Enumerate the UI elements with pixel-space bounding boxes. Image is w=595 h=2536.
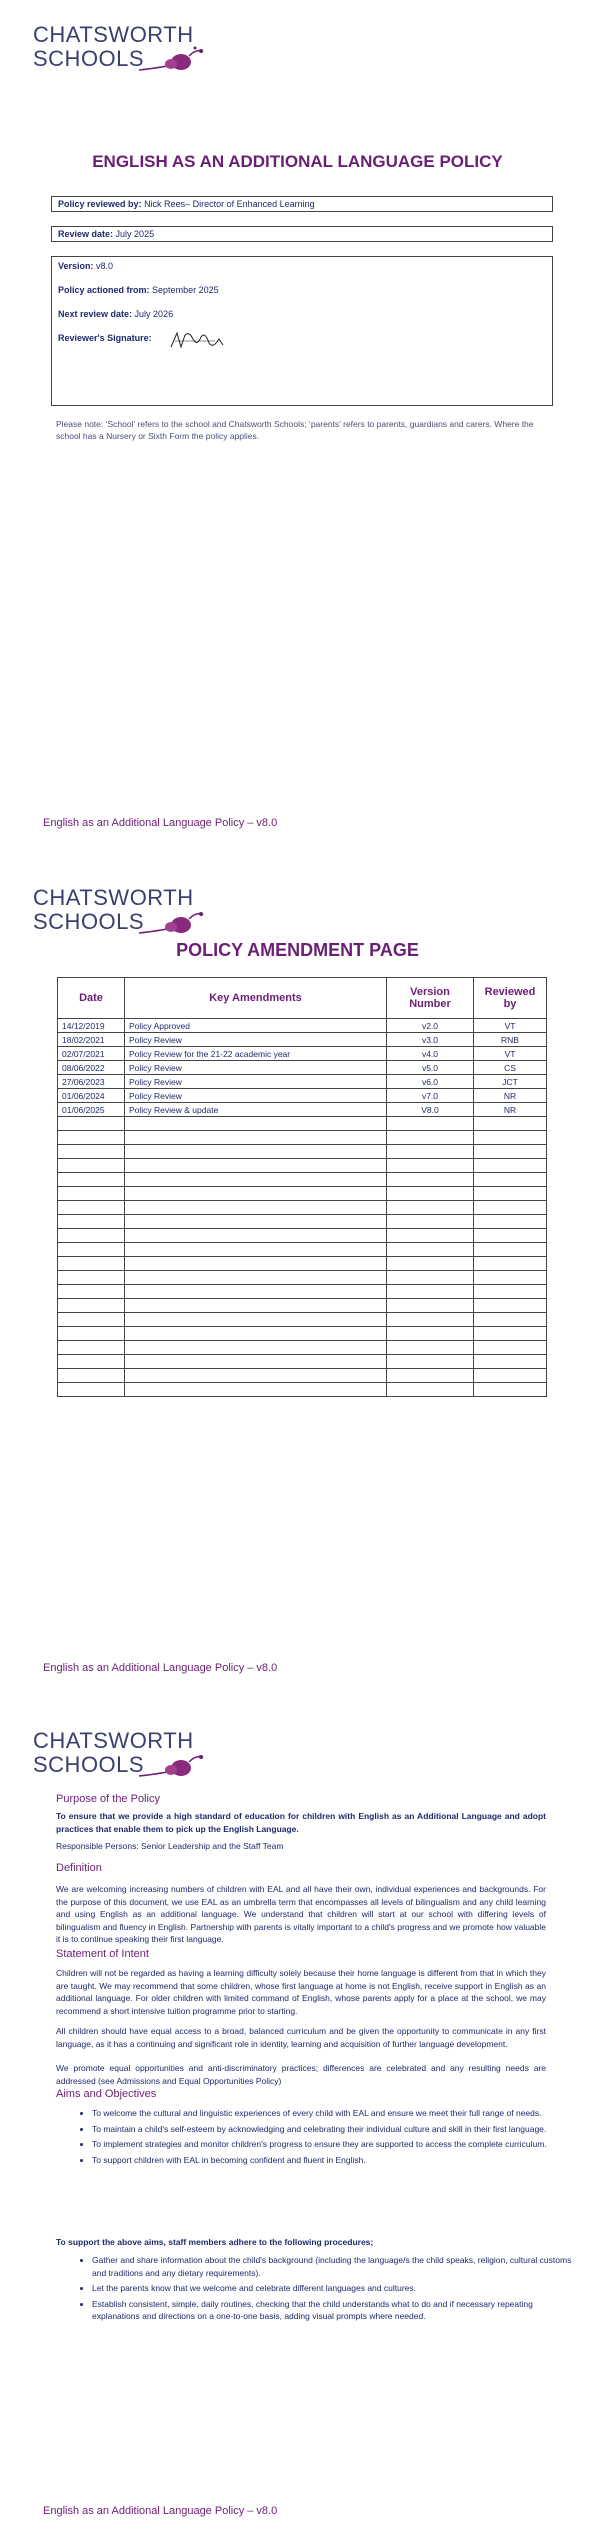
table-cell — [125, 1173, 387, 1187]
table-cell — [387, 1341, 474, 1355]
table-cell: v6.0 — [387, 1075, 474, 1089]
empty-table-row — [58, 1285, 547, 1299]
list-item: • Gather and share information about the child's background (including the language/s the child speaks, religion, cultural customs and traditions and any dietary requirements). — [92, 2254, 582, 2279]
empty-table-row — [58, 1383, 547, 1397]
table-cell — [58, 1299, 125, 1313]
empty-table-row — [58, 1271, 547, 1285]
table-row — [58, 1047, 547, 1061]
table-cell — [474, 1341, 547, 1355]
table-cell: V8.0 — [387, 1103, 474, 1117]
list-item: • To support children with EAL in becoming confident and fluent in English. — [92, 2154, 582, 2167]
table-cell — [474, 1383, 547, 1397]
reviewed-by-box — [51, 196, 553, 212]
table-cell — [474, 1187, 547, 1201]
version-label: Version: — [58, 261, 94, 271]
procedures-intro: To support the above aims, staff members adhere to the following procedures; — [56, 2237, 374, 2247]
table-cell — [125, 1285, 387, 1299]
table-cell — [474, 1327, 547, 1341]
empty-table-row — [58, 1243, 547, 1257]
table-cell — [387, 1117, 474, 1131]
table-cell: Policy Review — [125, 1075, 387, 1089]
table-cell: 02/07/2021 — [58, 1047, 125, 1061]
table-cell — [125, 1201, 387, 1215]
next-review-label: Next review date: — [58, 309, 133, 319]
table-cell — [387, 1215, 474, 1229]
table-cell — [474, 1299, 547, 1313]
page-3 — [0, 1690, 595, 2536]
empty-table-row — [58, 1327, 547, 1341]
logo-line-2: SCHOOLS — [33, 46, 145, 71]
table-cell — [125, 1327, 387, 1341]
table-cell — [387, 1299, 474, 1313]
table-cell — [387, 1243, 474, 1257]
empty-table-row — [58, 1229, 547, 1243]
table-cell — [474, 1271, 547, 1285]
table-row — [58, 1019, 547, 1033]
page-title: ENGLISH AS AN ADDITIONAL LANGUAGE POLICY — [92, 152, 503, 171]
table-cell — [58, 1131, 125, 1145]
table-cell — [474, 1215, 547, 1229]
signature-image — [167, 329, 227, 353]
next-review-value: July 2026 — [134, 309, 174, 319]
empty-table-row — [58, 1215, 547, 1229]
definition-heading: Definition — [56, 1862, 102, 1874]
empty-table-row — [58, 1257, 547, 1271]
table-cell: NR — [474, 1089, 547, 1103]
empty-table-row — [58, 1117, 547, 1131]
table-cell: Policy Approved — [125, 1019, 387, 1033]
list-item: • To welcome the cultural and linguistic experiences of every child with EAL and ensure we meet their full range of needs. — [92, 2107, 582, 2120]
table-cell — [125, 1145, 387, 1159]
table-cell: NR — [474, 1103, 547, 1117]
purpose-text: To ensure that we provide a high standard of education for children with English as an Additional Language and adopt practices that enable them to pick up the English Language. — [56, 1811, 546, 1834]
table-cell — [387, 1271, 474, 1285]
table-cell — [474, 1243, 547, 1257]
list-item: • To maintain a child's self-esteem by acknowledging and celebrating their individual culture and skill in their first language. — [92, 2123, 582, 2136]
table-cell — [387, 1285, 474, 1299]
empty-table-row — [58, 1201, 547, 1215]
table-cell — [125, 1159, 387, 1173]
empty-table-row — [58, 1313, 547, 1327]
table-cell — [58, 1327, 125, 1341]
flower-icon — [129, 42, 209, 82]
table-cell: v2.0 — [387, 1019, 474, 1033]
table-cell — [125, 1215, 387, 1229]
table-cell: 01/06/2025 — [58, 1103, 125, 1117]
logo-line-1: CHATSWORTH — [33, 22, 194, 47]
table-cell — [125, 1383, 387, 1397]
reviewed-by-label: Policy reviewed by: — [58, 199, 142, 209]
table-cell — [125, 1131, 387, 1145]
empty-table-row — [58, 1145, 547, 1159]
table-cell — [58, 1313, 125, 1327]
version-box — [51, 256, 553, 406]
table-cell — [58, 1187, 125, 1201]
school-logo — [33, 22, 194, 77]
intent-heading: Statement of Intent — [56, 1948, 149, 1960]
school-logo — [33, 1728, 194, 1783]
table-cell: v5.0 — [387, 1061, 474, 1075]
policy-note: Please note: ‘School’ refers to the school and Chatsworth Schools; ‘parents’ refers to parents, guardians and carers. Where the school has a Nursery or Sixth Form the policy applies. — [56, 419, 534, 441]
page-footer: English as an Additional Language Policy – v8.0 — [43, 1662, 278, 1674]
table-row — [58, 1089, 547, 1103]
table-cell — [474, 1257, 547, 1271]
table-cell — [125, 1117, 387, 1131]
table-cell — [58, 1159, 125, 1173]
table-cell: Policy Review & update — [125, 1103, 387, 1117]
amendment-table — [57, 977, 547, 1397]
logo-line-2: SCHOOLS — [33, 909, 145, 934]
table-cell — [58, 1229, 125, 1243]
table-cell — [474, 1229, 547, 1243]
school-logo — [33, 885, 194, 940]
table-cell — [125, 1243, 387, 1257]
page-footer: English as an Additional Language Policy – v8.0 — [43, 817, 278, 829]
table-cell — [474, 1355, 547, 1369]
table-cell — [58, 1117, 125, 1131]
logo-line-1: CHATSWORTH — [33, 1728, 194, 1753]
header-version: Version Number — [387, 978, 474, 1019]
procedures-list — [56, 2254, 582, 2326]
intent-paragraph-3: We promote equal opportunities and anti-discriminatory practices; differences are celebrated and any resulting needs are addressed (see Admissions and Equal Opportunities Policy) — [56, 2063, 546, 2086]
table-cell — [125, 1187, 387, 1201]
aims-heading: Aims and Objectives — [56, 2088, 157, 2100]
table-cell — [58, 1341, 125, 1355]
purpose-heading: Purpose of the Policy — [56, 1793, 160, 1805]
table-cell — [474, 1131, 547, 1145]
empty-table-row — [58, 1159, 547, 1173]
table-cell: CS — [474, 1061, 547, 1075]
empty-table-row — [58, 1173, 547, 1187]
table-cell — [387, 1369, 474, 1383]
table-cell: 01/06/2024 — [58, 1089, 125, 1103]
table-cell — [387, 1229, 474, 1243]
table-cell — [474, 1145, 547, 1159]
table-cell — [474, 1117, 547, 1131]
amendment-title: POLICY AMENDMENT PAGE — [176, 940, 419, 960]
table-cell: 27/06/2023 — [58, 1075, 125, 1089]
empty-table-row — [58, 1369, 547, 1383]
table-cell — [58, 1285, 125, 1299]
table-cell: v7.0 — [387, 1089, 474, 1103]
flower-icon — [129, 1748, 209, 1788]
table-cell — [125, 1369, 387, 1383]
table-cell — [125, 1341, 387, 1355]
table-cell — [58, 1257, 125, 1271]
list-item: • Establish consistent, simple, daily routines, checking that the child understands what to do and if necessary repeating explanations and directions on a one-to-one basis, adding visual prompts where needed. — [92, 2298, 582, 2323]
table-cell — [58, 1369, 125, 1383]
table-cell: 14/12/2019 — [58, 1019, 125, 1033]
empty-table-row — [58, 1341, 547, 1355]
table-cell — [474, 1159, 547, 1173]
table-cell — [387, 1201, 474, 1215]
review-date-box — [51, 226, 553, 242]
table-cell — [387, 1313, 474, 1327]
table-cell — [387, 1159, 474, 1173]
table-cell: 08/06/2022 — [58, 1061, 125, 1075]
table-cell — [474, 1285, 547, 1299]
table-cell — [125, 1355, 387, 1369]
review-date-value: July 2025 — [115, 229, 155, 239]
definition-text: We are welcoming increasing numbers of children with EAL and all have their own, individual experiences and backgrounds. For the purpose of this document, we use EAL as an umbrella term that encompasses all levels of bilingualism and any child learning and using English as an additional language. We understand that children will start at our school with differing levels of bilingualism and fluency in English. Partnership with parents is vitally important to a child's progress and we promote how valuable it is to continue speaking their first language. — [56, 1884, 546, 1944]
table-cell: Policy Review — [125, 1089, 387, 1103]
empty-table-row — [58, 1355, 547, 1369]
table-cell — [58, 1243, 125, 1257]
page-1 — [0, 0, 595, 845]
table-cell: v3.0 — [387, 1033, 474, 1047]
table-row — [58, 1061, 547, 1075]
table-cell: Policy Review for the 21-22 academic year — [125, 1047, 387, 1061]
table-cell — [387, 1131, 474, 1145]
version-value: v8.0 — [96, 261, 114, 271]
actioned-label: Policy actioned from: — [58, 285, 150, 295]
logo-line-2: SCHOOLS — [33, 1752, 145, 1777]
table-cell — [58, 1383, 125, 1397]
signature-label: Reviewer's Signature: — [58, 333, 152, 343]
table-row — [58, 1103, 547, 1117]
table-cell — [474, 1173, 547, 1187]
table-cell — [125, 1313, 387, 1327]
flower-icon — [129, 905, 209, 945]
page-footer: English as an Additional Language Policy – v8.0 — [43, 2505, 278, 2517]
table-cell — [125, 1271, 387, 1285]
list-item: • To implement strategies and monitor children's progress to ensure they are supported to access the complete curriculum. — [92, 2138, 582, 2151]
empty-table-row — [58, 1131, 547, 1145]
table-cell: 18/02/2021 — [58, 1033, 125, 1047]
header-key-amendments: Key Amendments — [125, 978, 387, 1019]
actioned-value: September 2025 — [152, 285, 219, 295]
table-cell: v4.0 — [387, 1047, 474, 1061]
page-2 — [0, 845, 595, 1690]
table-cell — [58, 1145, 125, 1159]
table-cell — [387, 1327, 474, 1341]
table-cell — [125, 1229, 387, 1243]
table-cell — [387, 1383, 474, 1397]
table-cell — [125, 1257, 387, 1271]
table-cell — [58, 1173, 125, 1187]
table-cell — [474, 1369, 547, 1383]
header-date: Date — [58, 978, 125, 1019]
table-cell — [58, 1271, 125, 1285]
review-date-label: Review date: — [58, 229, 114, 239]
table-row — [58, 1075, 547, 1089]
table-cell — [387, 1355, 474, 1369]
empty-table-row — [58, 1187, 547, 1201]
table-cell — [58, 1201, 125, 1215]
aims-list — [56, 2107, 582, 2169]
list-item: • Let the parents know that we welcome and celebrate different languages and cultures. — [92, 2282, 582, 2295]
intent-paragraph-1: Children will not be regarded as having a learning difficulty solely because their home language is different from that in which they are taught. We may recommend that some children, whose first language at home is not English, receive support in English as an additional language. For older children with limited command of English, whose parents apply for a place at the school, we may recommend a short intensive tuition programme prior to starting. — [56, 1968, 546, 2016]
table-cell — [125, 1299, 387, 1313]
header-reviewed-by: Reviewed by — [474, 978, 547, 1019]
table-cell: JCT — [474, 1075, 547, 1089]
table-cell: Policy Review — [125, 1061, 387, 1075]
table-cell — [387, 1173, 474, 1187]
empty-table-row — [58, 1299, 547, 1313]
intent-paragraph-2: All children should have equal access to a broad, balanced curriculum and be given the opportunity to communicate in any first language, as it has a continuing and significant role in identity, learning and acquisition of further language development. — [56, 2026, 546, 2049]
table-cell — [387, 1257, 474, 1271]
table-cell — [474, 1313, 547, 1327]
reviewed-by-value: Nick Rees– Director of Enhanced Learning — [144, 199, 315, 209]
table-cell: VT — [474, 1019, 547, 1033]
table-cell — [387, 1145, 474, 1159]
table-cell: RNB — [474, 1033, 547, 1047]
table-cell — [58, 1215, 125, 1229]
table-cell: VT — [474, 1047, 547, 1061]
responsible-persons: Responsible Persons: Senior Leadership and the Staff Team — [56, 1841, 284, 1851]
table-row — [58, 1033, 547, 1047]
table-cell — [387, 1187, 474, 1201]
table-cell: Policy Review — [125, 1033, 387, 1047]
table-cell — [474, 1201, 547, 1215]
logo-line-1: CHATSWORTH — [33, 885, 194, 910]
table-cell — [58, 1355, 125, 1369]
